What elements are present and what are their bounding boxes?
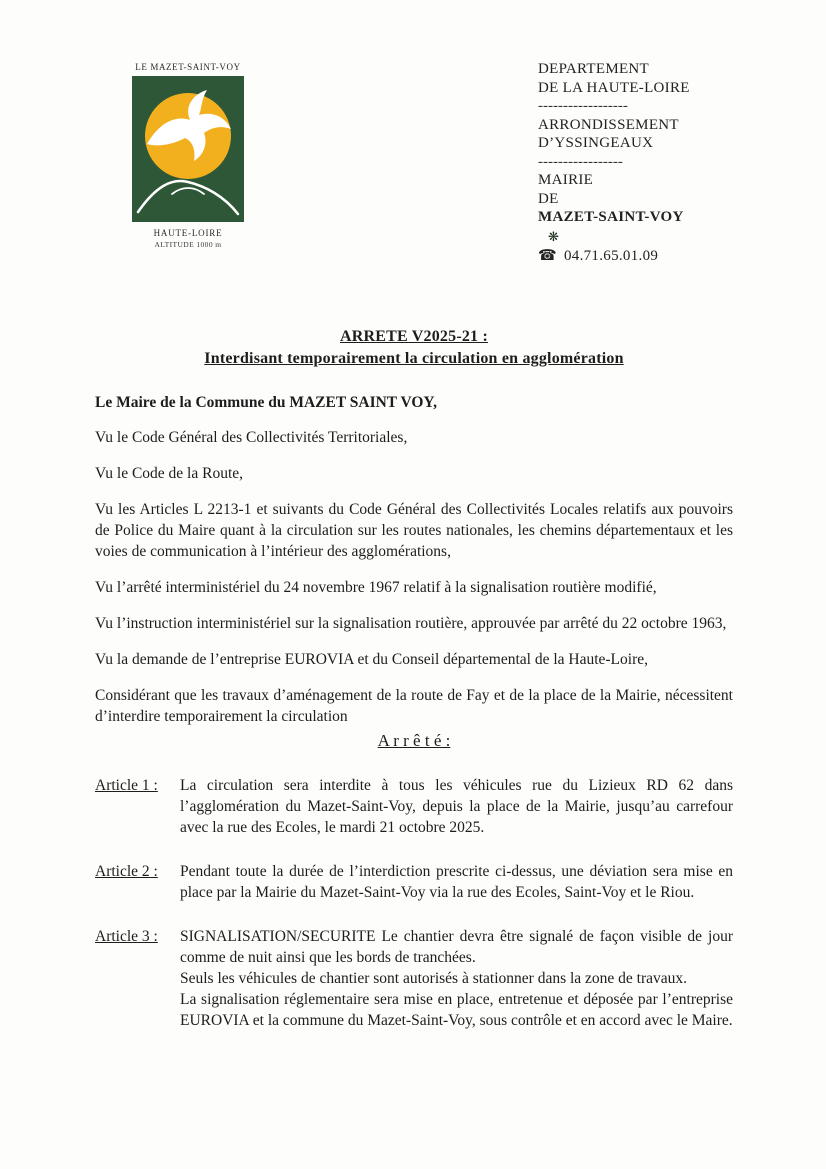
- vu-clause-3: Vu les Articles L 2213-1 et suivants du Code Général des Collectivités Locales relatifs aux pouvoirs de Police du Maire quant à la circulation sur les routes nationales, les chemins départementaux et les voies de communication à l’intérieur des agglomérations,: [95, 501, 733, 560]
- article-2: [95, 861, 733, 903]
- letterhead: [538, 60, 690, 265]
- mairie-commune-name: MAZET-SAINT-VOY: [538, 209, 684, 225]
- emblem-altitude-label: ALTITUDE 1000 m: [154, 240, 222, 249]
- document-title: [95, 326, 733, 369]
- vu-clause-4: Vu l’arrêté interministériel du 24 novembre 1967 relatif à la signalisation routière modifié,: [95, 579, 657, 596]
- article-3-label: Article 3 :: [95, 928, 158, 945]
- article-1-label: Article 1 :: [95, 777, 158, 794]
- arrete-heading: A r r ê t é :: [377, 731, 451, 750]
- considerant-clause: Considérant que les travaux d’aménagement de la route de Fay et de la place de la Mairie, nécessitent d’interdire temporairement la circulation: [95, 687, 733, 725]
- article-2-label: Article 2 :: [95, 863, 158, 880]
- mayor-intro: Le Maire de la Commune du MAZET SAINT VOY,: [95, 394, 438, 411]
- article-1-text: La circulation sera interdite à tous les véhicules rue du Lizieux RD 62 dans l’agglomération du Mazet-Saint-Voy, depuis la place de la Mairie, jusqu’au carrefour avec la rue des Ecoles, le mardi 21 octobre 2025.: [180, 777, 733, 836]
- departement-line-2: DE LA HAUTE-LOIRE: [538, 79, 690, 96]
- flower-icon: ❋: [548, 228, 560, 244]
- commune-emblem: [124, 62, 252, 249]
- phone-line: [538, 247, 690, 266]
- arrondissement-line-2: D’YSSINGEAUX: [538, 135, 654, 151]
- vu-clause-2: Vu le Code de la Route,: [95, 465, 244, 482]
- article-3-text: SIGNALISATION/SECURITE Le chantier devra être signalé de façon visible de jour comme de nuit ainsi que les bords de tranchées. Seuls les véhicules de chantier sont autorisés à stationner dans la zone de travaux. La signalisation réglementaire sera mise en place, entretenue et déposée par l’entreprise EUROVIA et la commune du Mazet-Saint-Voy, sous contrôle et en accord avec le Maire.: [180, 928, 733, 1029]
- vu-clause-6: Vu la demande de l’entreprise EUROVIA et du Conseil départemental de la Haute-Loire,: [95, 651, 648, 668]
- mairie-line-2: DE: [538, 190, 559, 207]
- article-1: [95, 775, 733, 838]
- letterhead-separator: ------------------: [538, 98, 628, 114]
- document-body: [95, 326, 733, 1031]
- vu-clause-1: Vu le Code Général des Collectivités Territoriales,: [95, 429, 408, 446]
- phone-number: 04.71.65.01.09: [563, 247, 659, 264]
- emblem-commune-name: LE MAZET-SAINT-VOY: [135, 62, 241, 72]
- title-line-1: ARRETE V2025-21 :: [339, 328, 488, 345]
- article-2-text: Pendant toute la durée de l’interdiction prescrite ci-dessus, une déviation sera mise en place par la Mairie du Mazet-Saint-Voy via la rue des Ecoles, Saint-Voy et le Riou.: [180, 863, 733, 901]
- arrondissement-line-1: ARRONDISSEMENT: [538, 116, 679, 133]
- vu-clause-5: Vu l’instruction interministériel sur la signalisation routière, approuvée par arrêté du 22 octobre 1963,: [95, 615, 727, 632]
- letterhead-separator: -----------------: [538, 153, 623, 170]
- mairie-line-1: MAIRIE: [538, 172, 594, 188]
- article-3: [95, 926, 733, 1031]
- title-line-2: Interdisant temporairement la circulation en agglomération: [204, 349, 624, 367]
- commune-emblem-art: [132, 76, 244, 222]
- departement-line-1: DEPARTEMENT: [538, 61, 650, 77]
- emblem-region-label: HAUTE-LOIRE: [153, 228, 223, 238]
- phone-icon: ☎: [538, 247, 557, 264]
